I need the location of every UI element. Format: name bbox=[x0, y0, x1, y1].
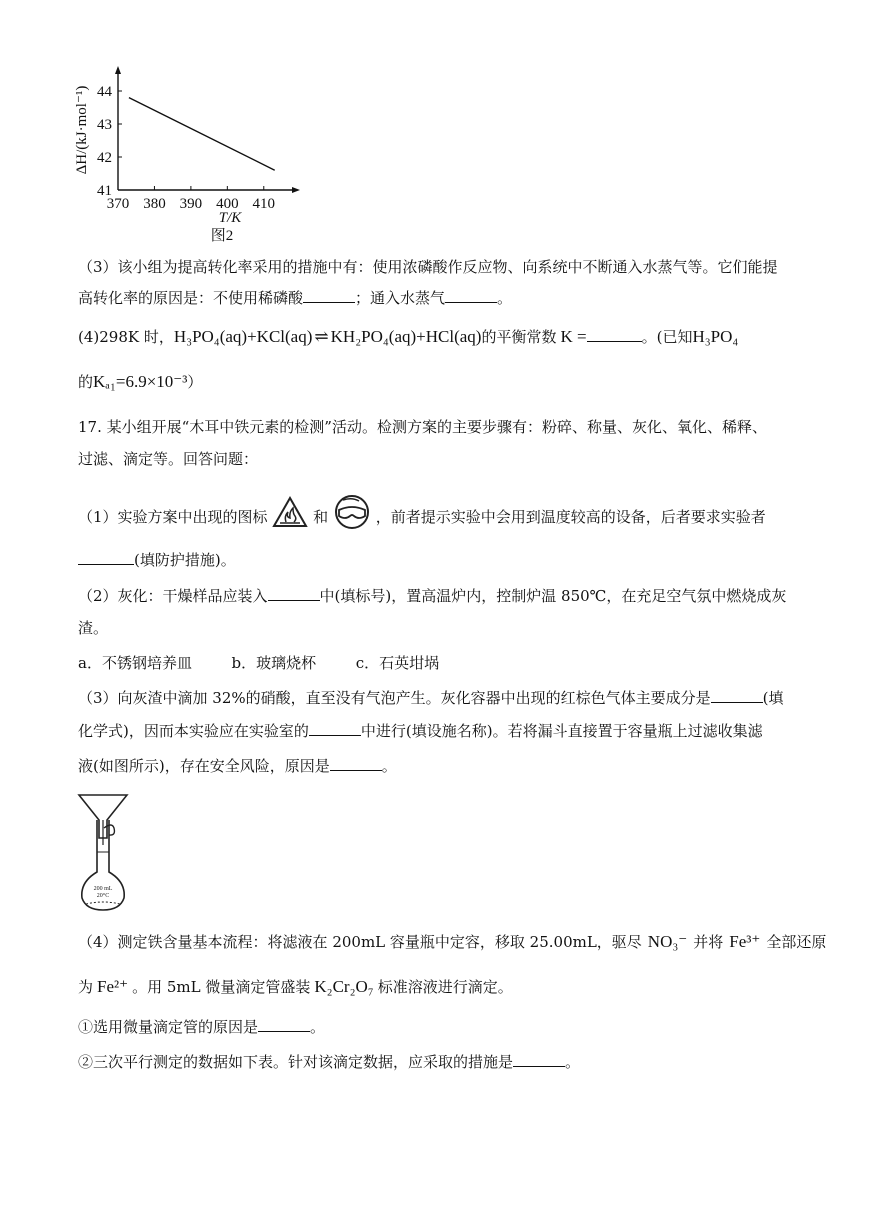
flask-label-volume: 200 mL bbox=[93, 886, 113, 892]
q17-title-line1: 17. 某小组开展“木耳中铁元素的检测”活动。检测方案的主要步骤有：粉碎、称量、灰化、氧化、稀释、 bbox=[78, 418, 767, 436]
y-tick-label: 42 bbox=[97, 150, 112, 166]
equation-right: KH₂PO₄(aq)+HCl(aq) bbox=[330, 327, 482, 346]
equilibrium-arrow-icon: ⇌ bbox=[314, 327, 329, 346]
option-a: a．不锈钢培养皿 bbox=[78, 654, 192, 672]
answer-blank[interactable] bbox=[513, 1052, 565, 1067]
answer-blank[interactable] bbox=[78, 550, 134, 565]
x-tick-label: 370 bbox=[106, 196, 130, 212]
q17-2-line2: 渣。 bbox=[78, 619, 109, 637]
q17-4-line1: （4）测定铁含量基本流程：将滤液在 200mL 容量瓶中定容，移取 25.00mL，驱尽 NO₃⁻ 并将 Fe³⁺ 全部还原 bbox=[78, 932, 827, 951]
y-tick-label: 41 bbox=[97, 183, 112, 199]
figure-2-chart bbox=[70, 62, 320, 252]
q17-3-line2: 化学式)，因而本实验应在实验室的 中进行(填设施名称)。若将漏斗直接置于容量瓶上过滤收集滤 bbox=[78, 722, 763, 740]
y-tick-label: 44 bbox=[97, 84, 112, 100]
answer-blank[interactable] bbox=[258, 1017, 310, 1032]
q17-4-line2: 为 Fe²⁺ 。用 5mL 微量滴定管盛装 K₂Cr₂O₇ 标准溶液进行滴定。 bbox=[78, 977, 513, 996]
q17-1-line1: （1）实验方案中出现的图标 和 ，前者提示实验中会用到温度较高的设备，后者要求实验者 bbox=[78, 494, 766, 528]
safety-goggles-icon bbox=[333, 494, 371, 542]
q17-4-sub2: ②三次平行测定的数据如下表。针对该滴定数据，应采取的措施是 。 bbox=[78, 1053, 581, 1071]
answer-blank[interactable] bbox=[268, 586, 320, 601]
q17-2-options bbox=[78, 652, 439, 674]
answer-blank[interactable] bbox=[445, 288, 497, 303]
q17-title-line2: 过滤、滴定等。回答问题： bbox=[78, 450, 259, 468]
x-tick-label: 410 bbox=[252, 196, 276, 212]
q16-3-line2: 高转化率的原因是：不使用稀磷酸 ；通入水蒸气 。 bbox=[78, 289, 513, 307]
equation-left: H₃PO₄(aq)+KCl(aq) bbox=[173, 327, 313, 346]
option-c: c．石英坩埚 bbox=[355, 654, 440, 672]
answer-blank[interactable] bbox=[303, 288, 355, 303]
answer-blank[interactable] bbox=[330, 756, 382, 771]
y-axis-label: ΔH/(kJ·mol⁻¹) bbox=[74, 85, 90, 175]
q17-2-line1: （2）灰化：干燥样品应装入 中(填标号)，置高温炉内，控制炉温 850℃，在充足空气氛中燃烧成灰 bbox=[78, 587, 787, 605]
q17-3-line1: （3）向灰渣中滴加 32%的硝酸，直至没有气泡产生。灰化容器中出现的红棕色气体主要成分是 (填 bbox=[78, 689, 784, 707]
option-b: b．玻璃烧杯 bbox=[231, 654, 317, 672]
x-axis-arrow-icon bbox=[292, 187, 300, 193]
q17-3-line3: 液(如图所示)，存在安全风险，原因是 。 bbox=[78, 757, 397, 775]
y-tick-label: 43 bbox=[97, 117, 112, 133]
answer-blank[interactable] bbox=[711, 688, 763, 703]
series-line bbox=[129, 98, 275, 171]
q17-1-line2: (填防护措施)。 bbox=[78, 549, 236, 571]
y-axis-arrow-icon bbox=[115, 66, 121, 74]
q16-4-line2: 的Kₐ₁=6.9×10⁻³） bbox=[78, 372, 203, 391]
chart-title: 图2 bbox=[210, 228, 234, 244]
answer-blank[interactable] bbox=[587, 327, 642, 342]
x-tick-label: 380 bbox=[143, 196, 166, 212]
q16-4-line1: (4)298K 时，H₃PO₄(aq)+KCl(aq) ⇌ KH₂PO₄(aq)+HCl(aq)的平衡常数 K = 。(已知H₃PO₄ bbox=[78, 327, 739, 346]
x-tick-label: 400 bbox=[216, 196, 239, 212]
q17-4-sub1: ①选用微量滴定管的原因是 。 bbox=[78, 1018, 326, 1036]
flask-label-temp: 20°C bbox=[96, 893, 110, 899]
funnel-flask-figure bbox=[74, 790, 134, 915]
q16-3-line1: （3）该小组为提高转化率采用的措施中有：使用浓磷酸作反应物、向系统中不断通入水蒸气等。它们能提 bbox=[78, 258, 778, 276]
hot-surface-warning-icon bbox=[272, 496, 308, 540]
answer-blank[interactable] bbox=[309, 721, 361, 736]
x-tick-label: 390 bbox=[179, 196, 203, 212]
x-axis-label: T/K bbox=[218, 210, 242, 226]
